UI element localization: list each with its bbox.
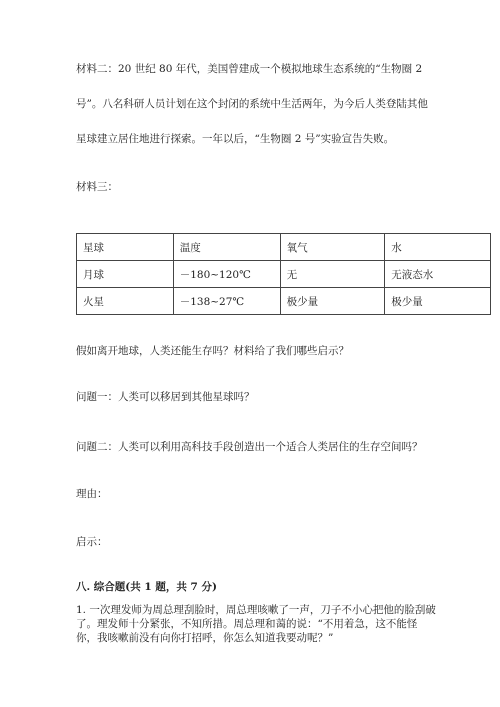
table-row bbox=[77, 261, 491, 288]
comprehensive-question-text: 1. 一次理发师为周总理刮脸时，周总理咳嗽了一声，刀子不小心把他的脸刮破了。理发师十分紧张，不知所措。周总理和蔼的说：“不用着急，这不能怪你，我咳嗽前没有向你打招呼，你怎么知道我要动呢？” bbox=[76, 604, 436, 644]
planet-comparison-table bbox=[76, 233, 491, 315]
section-heading: 八. 综合题(共 1 题，共 7 分) bbox=[76, 581, 217, 593]
table-cell: 极少量 bbox=[385, 288, 491, 315]
question-two: 问题二：人类可以利用高科技手段创造出一个适合人类居住的生存空间吗？ bbox=[76, 441, 423, 453]
question-one: 问题一：人类可以移居到其他星球吗？ bbox=[76, 391, 255, 403]
reason-label: 理由： bbox=[76, 488, 108, 500]
table-cell: 无 bbox=[280, 261, 385, 288]
insight-label: 启示： bbox=[76, 536, 108, 548]
table-row bbox=[77, 288, 491, 315]
table-cell: －180~120℃ bbox=[173, 261, 280, 288]
material2-line3: 星球建立居住地进行探索。一年以后，“生物圈 2 号”实验宣告失败。 bbox=[76, 133, 395, 145]
table-cell: 火星 bbox=[77, 288, 174, 315]
header-cell: 星球 bbox=[77, 234, 174, 261]
table-cell: 极少量 bbox=[280, 288, 385, 315]
header-cell: 氧气 bbox=[280, 234, 385, 261]
table-cell: 月球 bbox=[77, 261, 174, 288]
table-cell: －138~27℃ bbox=[173, 288, 280, 315]
material2-line1: 材料二：20 世纪 80 年代，美国曾建成一个模拟地球生态系统的“生物圈 2 bbox=[76, 63, 423, 75]
material2-line2: 号”。八名科研人员计划在这个封闭的系统中生活两年，为今后人类登陆其他 bbox=[76, 98, 428, 110]
header-cell: 温度 bbox=[173, 234, 280, 261]
header-cell: 水 bbox=[385, 234, 491, 261]
prompt-text: 假如离开地球，人类还能生存吗？材料给了我们哪些启示？ bbox=[76, 345, 349, 357]
material3-label: 材料三： bbox=[76, 181, 118, 193]
table-header-row bbox=[77, 234, 491, 261]
table-cell: 无液态水 bbox=[385, 261, 491, 288]
